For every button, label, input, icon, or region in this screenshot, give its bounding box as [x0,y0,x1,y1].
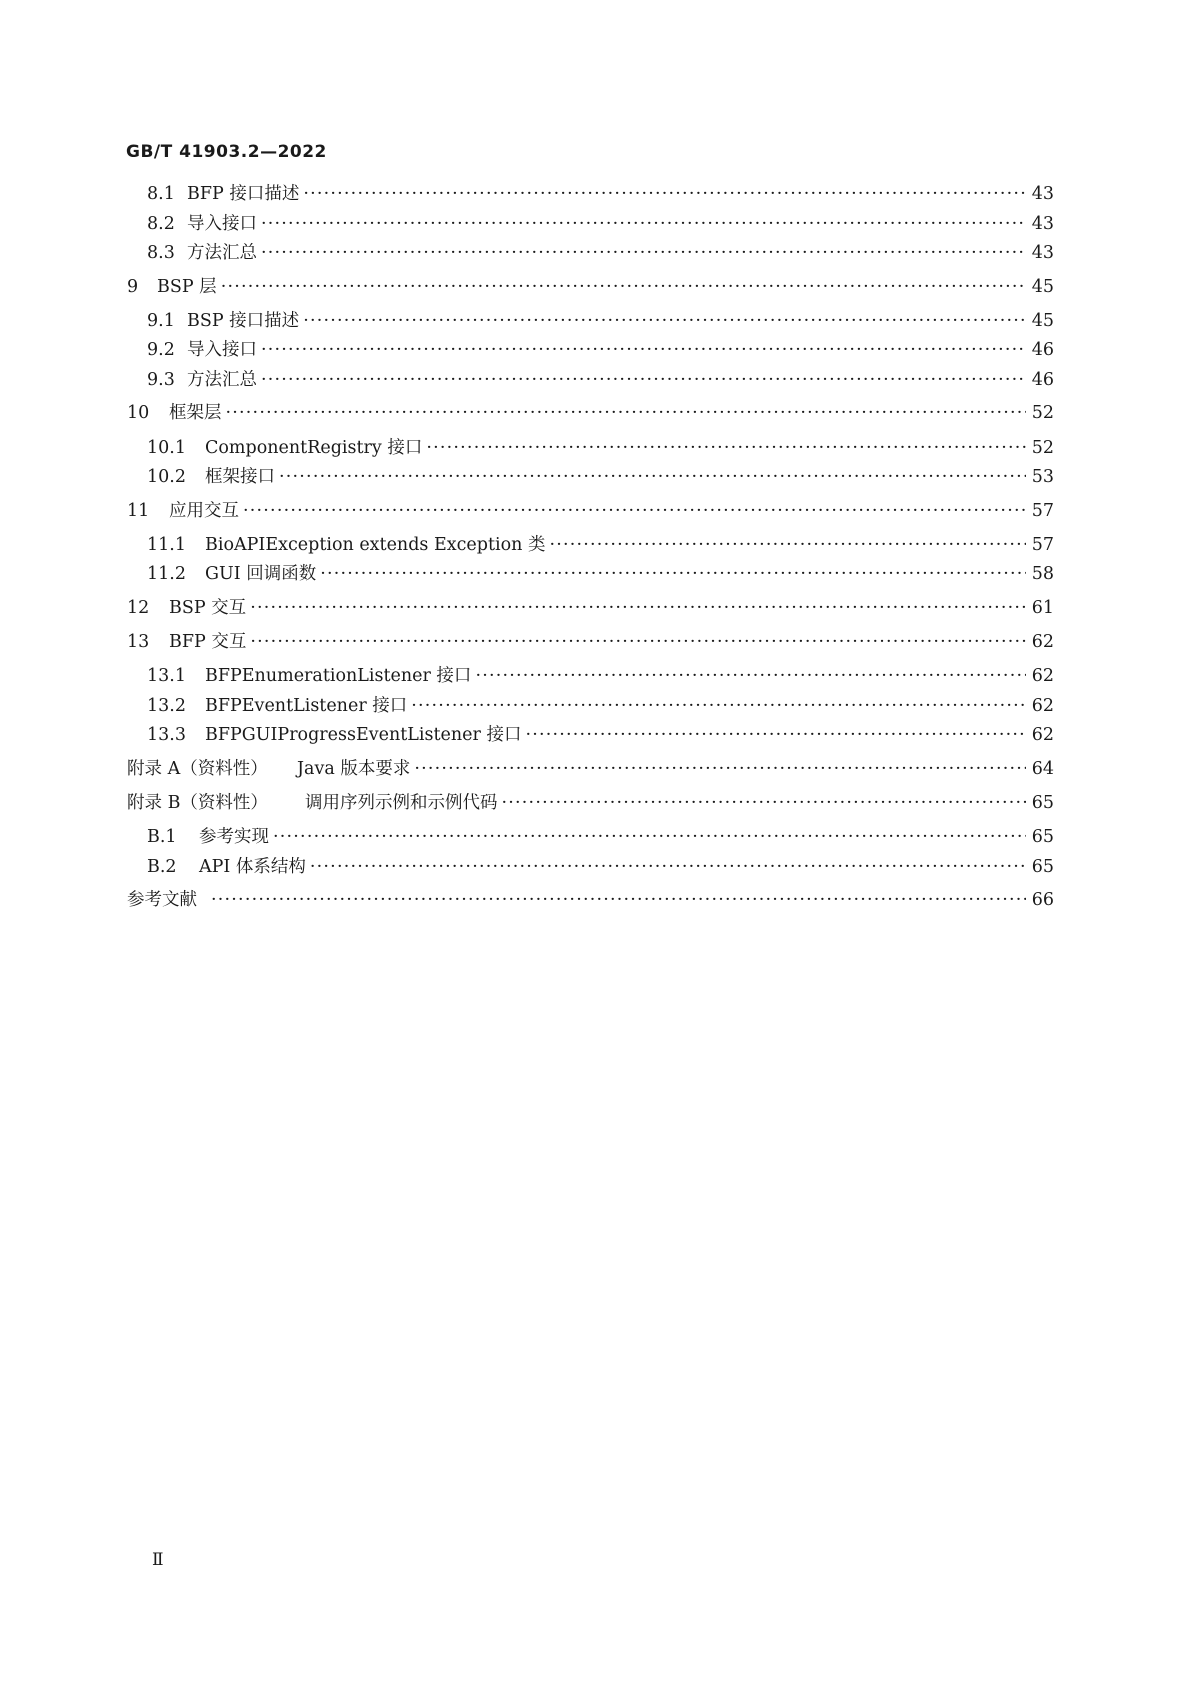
toc-number: 8.2 [147,214,175,234]
toc-leader [221,275,1026,299]
toc-number: 10 [127,403,150,423]
toc-entry-10-2[interactable] [147,465,1054,489]
toc-leader [303,309,1026,333]
toc-leader [279,465,1026,489]
toc-entry-10[interactable] [127,401,1054,425]
toc-page: 66 [1031,890,1054,910]
toc-title: ComponentRegistry 接口 [205,438,423,458]
toc-entry-8-1[interactable] [147,182,1054,206]
toc-page: 61 [1031,598,1054,618]
toc-title: BSP 层 [157,277,217,297]
toc-title: GUI 回调函数 [205,564,317,584]
toc-title: BSP 交互 [169,598,247,618]
toc-number: 13.3 [147,725,186,745]
toc-number: B.2 [147,857,177,877]
toc-page: 62 [1031,696,1054,716]
toc-number: 11 [127,501,150,521]
toc-leader [426,436,1025,460]
toc-page: 65 [1031,827,1054,847]
toc-number: 13 [127,632,150,652]
toc-entry-11-2[interactable] [147,562,1054,586]
toc-leader [320,562,1026,586]
toc-number: 9 [127,277,139,297]
toc-page: 65 [1031,793,1054,813]
toc-entry-12[interactable] [127,596,1054,620]
toc-leader [261,212,1026,236]
toc-number: 10.2 [147,467,186,487]
toc-title: BFP 交互 [169,632,247,652]
toc-number: 8.1 [147,184,175,204]
toc-title: 应用交互 [169,501,239,521]
toc-number: 10.1 [147,438,186,458]
toc-page: 52 [1031,403,1054,423]
toc-leader [261,338,1026,362]
toc-entry-appendix-b[interactable] [127,791,1054,815]
toc-page: 62 [1031,666,1054,686]
toc-title: BSP 接口描述 [187,311,300,331]
toc-page: 52 [1031,438,1054,458]
toc-entry-9-1[interactable] [147,309,1054,333]
toc-title: BFPEnumerationListener 接口 [205,666,472,686]
toc-page: 62 [1031,725,1054,745]
toc-number: 9.1 [147,311,175,331]
toc-leader [310,855,1026,879]
toc-entry-8-2[interactable] [147,212,1054,236]
toc-leader [303,182,1025,206]
toc-leader [549,533,1025,557]
toc-leader [226,401,1026,425]
toc-number: 9.3 [147,370,175,390]
toc-number: 11.2 [147,564,186,584]
toc-entry-appendix-a[interactable] [127,757,1054,781]
toc-entry-9[interactable] [127,275,1054,299]
toc-title: 方法汇总 [187,370,257,390]
toc-entry-10-1[interactable] [147,436,1054,460]
toc-leader [525,723,1025,747]
toc-title: API 体系结构 [199,857,306,877]
toc-title: BFP 接口描述 [187,184,300,204]
toc-entry-b-2[interactable] [147,855,1054,879]
toc-page: 43 [1031,243,1054,263]
toc-page: 58 [1031,564,1054,584]
toc-page: 53 [1031,467,1054,487]
toc-entry-b-1[interactable] [147,825,1054,849]
toc-number: 8.3 [147,243,175,263]
toc-number: 11.1 [147,535,186,555]
toc-page: 45 [1031,277,1054,297]
toc-entry-11[interactable] [127,499,1054,523]
toc-leader [502,791,1026,815]
toc-entry-9-2[interactable] [147,338,1054,362]
toc-page: 45 [1031,311,1054,331]
toc-leader [261,368,1026,392]
toc-title: 导入接口 [187,214,257,234]
toc-title: 框架接口 [205,467,275,487]
toc-title: 参考文献 [127,890,197,910]
toc-title: Java 版本要求 [297,759,411,779]
toc-title: BioAPIException extends Exception 类 [205,535,546,555]
toc-leader [211,888,1026,912]
toc-title: BFPGUIProgressEventListener 接口 [205,725,522,745]
toc-entry-13-2[interactable] [147,694,1054,718]
toc-leader [411,694,1025,718]
toc-page: 65 [1031,857,1054,877]
toc-entry-references[interactable] [127,888,1054,912]
toc-number: 12 [127,598,150,618]
toc-number: 13.1 [147,666,186,686]
toc-title: 框架层 [169,403,222,423]
toc-number: 附录 A（资料性） [127,759,268,779]
toc-entry-8-3[interactable] [147,241,1054,265]
toc-leader [250,596,1026,620]
toc-entry-11-1[interactable] [147,533,1054,557]
toc-leader [261,241,1026,265]
toc-page: 62 [1031,632,1054,652]
toc-page: 43 [1031,184,1054,204]
toc-leader [243,499,1026,523]
toc-number: 9.2 [147,340,175,360]
page-number: Ⅱ [152,1550,164,1570]
toc-entry-13-1[interactable] [147,664,1054,688]
toc-entry-9-3[interactable] [147,368,1054,392]
toc-title: 方法汇总 [187,243,257,263]
toc-title: 导入接口 [187,340,257,360]
toc-leader [475,664,1025,688]
toc-page: 46 [1031,340,1054,360]
document-header: GB/T 41903.2—2022 [126,142,327,162]
toc-leader [250,630,1025,654]
toc-leader [273,825,1026,849]
toc-page: 64 [1031,759,1054,779]
toc-entry-13[interactable] [127,630,1054,654]
toc-page: 57 [1031,535,1054,555]
toc-number: 附录 B（资料性） [127,793,268,813]
toc-entry-13-3[interactable] [147,723,1054,747]
toc-page: 46 [1031,370,1054,390]
toc-title: 参考实现 [199,827,269,847]
toc-number: B.1 [147,827,177,847]
toc-title: BFPEventListener 接口 [205,696,408,716]
toc-number: 13.2 [147,696,186,716]
toc-page: 57 [1031,501,1054,521]
toc-page: 43 [1031,214,1054,234]
toc-title: 调用序列示例和示例代码 [305,793,498,813]
toc-leader [414,757,1025,781]
